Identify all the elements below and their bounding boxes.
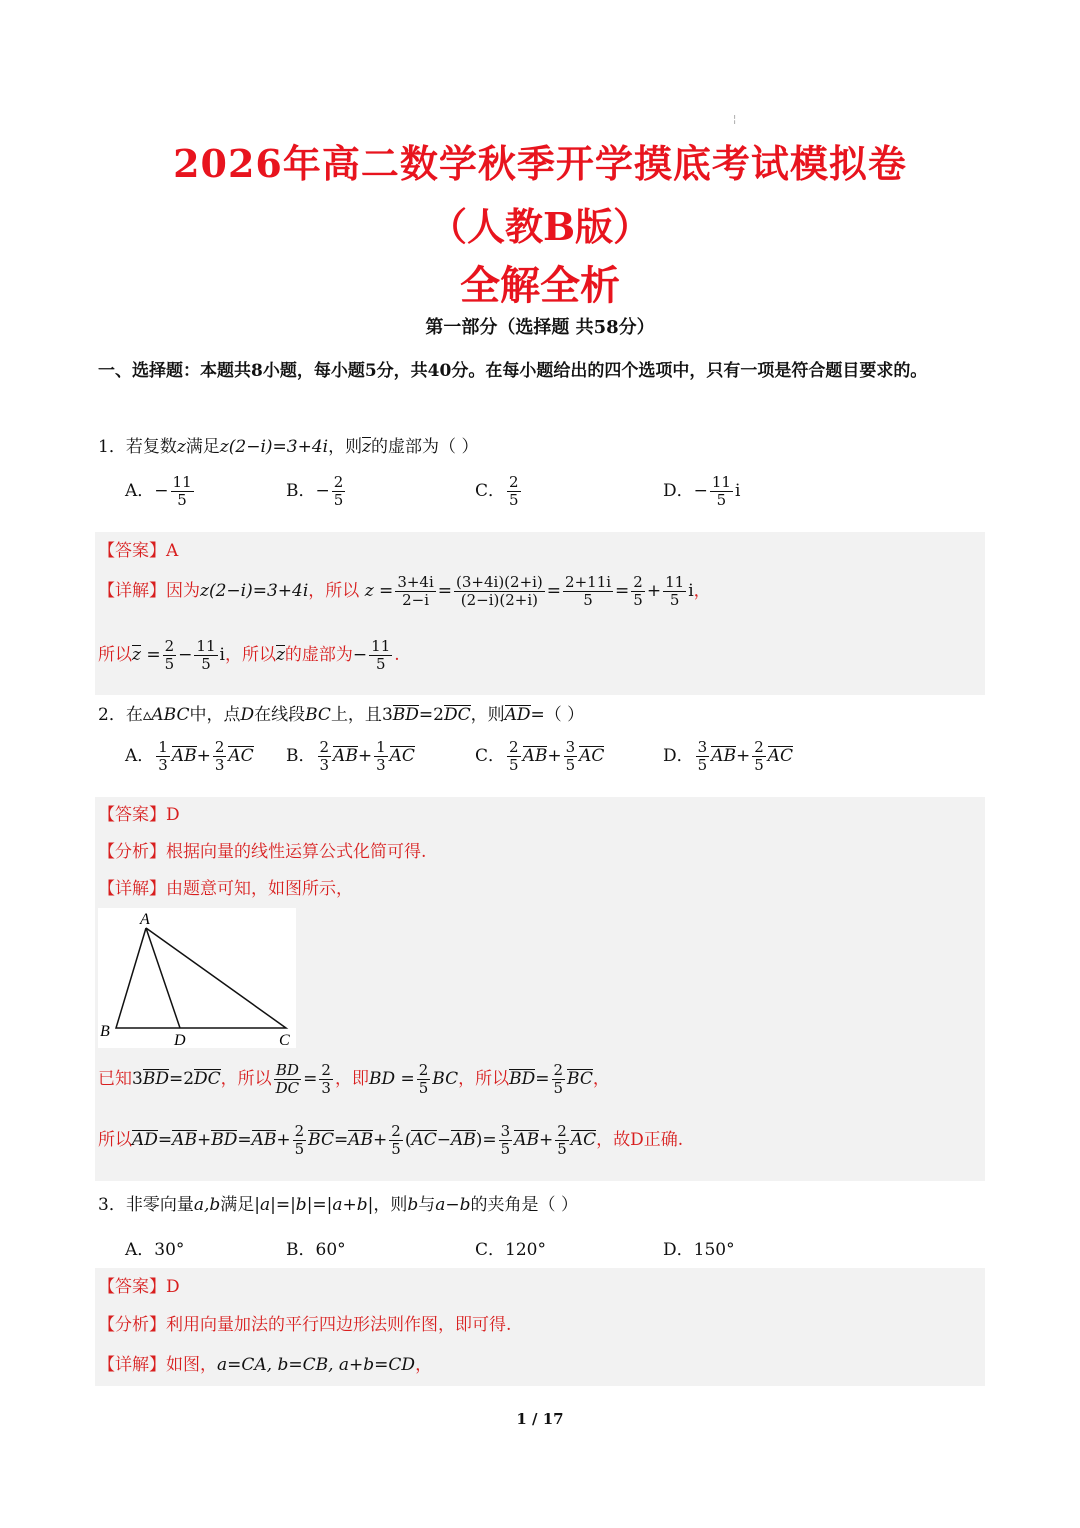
label-d: D <box>174 1032 186 1048</box>
page-title: 2026年高二数学秋季开学摸底考试模拟卷 <box>173 141 907 186</box>
q3-option-c[interactable]: C．120° <box>475 1240 546 1260</box>
q3-analysis: 【分析】利用向量加法的平行四边形法则作图，即可得. <box>98 1315 512 1335</box>
q1-option-c[interactable]: C． $\frac{2}{5}$ <box>475 473 519 509</box>
q1-detail-1: 【详解】因为z(2−i)=3+4i，所以 z = $\frac{3+4i}{2-i}$ = $\frac{(3+4i)(2+i)}{(2-i)(2+i)}$ = $\frac{2+11i}{5}$ = $\frac{2}{5}$ + $\frac{11}{5}$ i， <box>98 573 711 609</box>
q1-detail-2: 所以z = $\frac{2}{5}$ − $\frac{11}{5}$ i，所以z的虚部为− $\frac{11}{5}$ . <box>98 637 400 673</box>
q3-option-b[interactable]: B．60° <box>286 1240 346 1260</box>
part-heading: 第一部分（选择题 共58分） <box>425 317 655 338</box>
page-subtitle-2: 全解全析 <box>460 263 620 309</box>
q1-option-d[interactable]: D．− $\frac{11}{5}$ i <box>663 473 741 509</box>
q2-option-b[interactable]: B． $\frac{2}{3}$ AB+ $\frac{1}{3}$ AC <box>286 738 415 774</box>
q2-analysis: 【分析】根据向量的线性运算公式化简可得. <box>98 842 427 862</box>
q3-option-d[interactable]: D．150° <box>663 1240 735 1260</box>
question-1: 1．若复数z满足z(2−i)=3+4i，则z的虚部为（ ） <box>98 437 479 457</box>
q2-answer: 【答案】D <box>98 805 180 825</box>
question-3: 3．非零向量a,b满足|a|=|b|=|a+b|，则b与a−b的夹角是（ ） <box>98 1195 578 1215</box>
q2-detail: 【详解】由题意可知，如图所示， <box>98 879 353 899</box>
q1-option-a[interactable]: A．− $\frac{11}{5}$ <box>125 473 192 509</box>
question-2: 2．在▵ABC中，点D在线段BC上，且3BD=2DC，则AD=（ ） <box>98 705 585 725</box>
q3-option-a[interactable]: A．30° <box>125 1240 185 1260</box>
q2-option-d[interactable]: D． $\frac{3}{5}$ AB+ $\frac{2}{5}$ AC <box>663 738 794 774</box>
label-c: C <box>279 1032 290 1048</box>
q2-option-c[interactable]: C． $\frac{2}{5}$ AB+ $\frac{3}{5}$ AC <box>475 738 605 774</box>
label-a: A <box>140 911 150 928</box>
section-heading: 一、选择题：本题共8小题，每小题5分，共40分。在每小题给出的四个选项中，只有一项是符合题目要求的。 <box>98 361 928 381</box>
page-number: 1 / 17 <box>516 1410 564 1428</box>
q1-option-b[interactable]: B．− $\frac{2}{5}$ <box>286 473 344 509</box>
q2-detail-2: 已知3BD=2DC，所以 $\frac{BD}{DC}$ = $\frac{2}{3}$ ，即BD = $\frac{2}{5}$ BC，所以BD= $\frac{2}{5}$ BC， <box>98 1061 610 1097</box>
q3-detail: 【详解】如图，a=CA, b=CB, a+b=CD， <box>98 1355 433 1375</box>
q2-option-a[interactable]: A． $\frac{1}{3}$ AB+ $\frac{2}{3}$ AC <box>125 738 254 774</box>
q2-detail-3: 所以AD=AB+BD=AB+ $\frac{2}{5}$ BC=AB+ $\frac{2}{5}$ (AC−AB)= $\frac{3}{5}$ AB+ $\frac{2}{5}$ AC，故D正确. <box>98 1122 684 1158</box>
q1-answer: 【答案】A <box>98 541 179 561</box>
triangle-figure <box>98 908 296 1048</box>
label-b: B <box>100 1023 110 1040</box>
tick-mark: ¦ <box>733 114 737 125</box>
q3-answer: 【答案】D <box>98 1277 180 1297</box>
page-subtitle: （人教B版） <box>428 204 652 249</box>
